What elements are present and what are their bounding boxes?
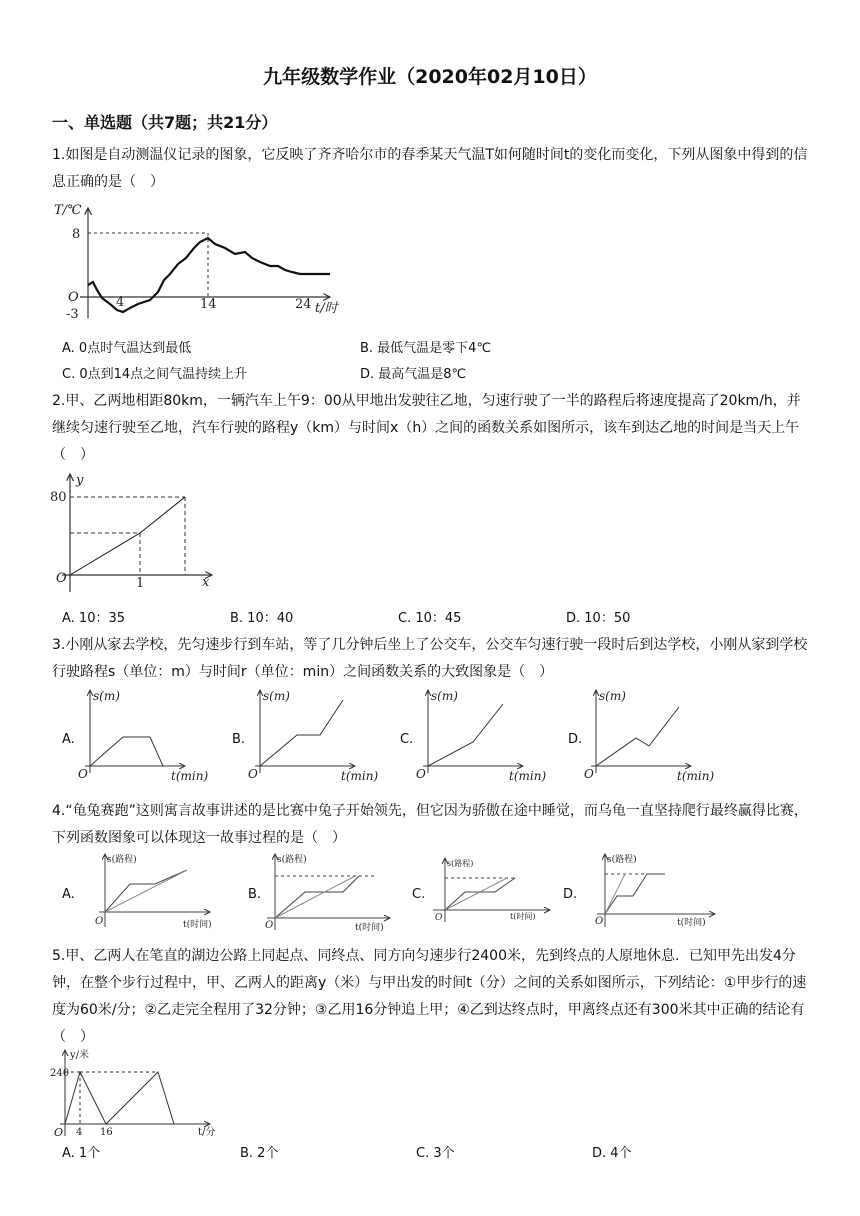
q5-distance-line (65, 1072, 174, 1124)
q1-origin: O (68, 290, 79, 305)
svg-text:s(路程): s(路程) (607, 855, 637, 865)
q4-graph-d (585, 852, 725, 932)
q2-option-d[interactable]: D. 10：50 (566, 611, 631, 626)
question-2-text: 2.甲、乙两地相距80km，一辆汽车上午9：00从甲地出发驶往乙地，匀速行驶了一半的路程后将速度提高了20km/h，并继续匀速行驶至乙地，汽车行驶的路程y（km）与时间x（h）之间的函数关系如图所示，该车到达乙地的时间是当天上午（ ） (52, 393, 801, 463)
svg-text:O: O (54, 1126, 64, 1139)
svg-text:s(m): s(m) (263, 689, 290, 703)
q3-option-d-label[interactable]: D. (568, 732, 583, 747)
svg-text:t(时间): t(时间) (677, 918, 706, 928)
svg-text:t(min): t(min) (509, 769, 547, 783)
q4-graph-b (255, 852, 395, 932)
q4-option-a-label[interactable]: A. (62, 887, 75, 902)
svg-text:s(路程): s(路程) (107, 855, 137, 865)
question-4-text: 4.“龟兔赛跑”这则寓言故事讲述的是比赛中兔子开始领先，但它因为骄傲在途中睡觉，而乌龟一直坚持爬行最终赢得比赛，下列函数图象可以体现这一故事过程的是（ ） (52, 803, 808, 846)
svg-text:O: O (248, 767, 258, 781)
svg-text:O: O (78, 767, 88, 781)
q1-x-label: t/时 (315, 301, 338, 316)
svg-text:O: O (595, 916, 604, 927)
q5-option-d[interactable]: D. 4个 (592, 1146, 632, 1161)
q1-x-tick-4: 4 (116, 295, 125, 310)
q5-option-b[interactable]: B. 2个 (240, 1146, 279, 1161)
svg-text:16: 16 (100, 1127, 113, 1138)
q4-graph-a (85, 852, 215, 932)
question-1-text: 1.如图是自动测温仪记录的图象，它反映了齐齐哈尔市的春季某天气温T如何随时间t的变化而变化，下列从图象中得到的信息正确的是（ ） (52, 147, 808, 190)
q4-option-d-label[interactable]: D. (563, 887, 578, 902)
q5-option-a[interactable]: A. 1个 (62, 1146, 101, 1161)
svg-text:s(m): s(m) (431, 689, 458, 703)
q1-x-tick-14: 14 (200, 297, 217, 312)
q2-origin: O (56, 571, 67, 586)
page-title: 九年级数学作业（2020年02月10日） (263, 66, 597, 88)
svg-text:t/分: t/分 (198, 1127, 216, 1138)
q2-distance-graph (50, 474, 220, 594)
svg-text:240: 240 (50, 1068, 70, 1079)
svg-text:4: 4 (76, 1127, 83, 1138)
q3-graph-a (75, 688, 215, 788)
svg-text:s(m): s(m) (599, 689, 626, 703)
q4-option-b-label[interactable]: B. (248, 887, 262, 902)
q1-option-c[interactable]: C. 0点到14点之间气温持续上升 (62, 367, 248, 382)
q2-y-label: y (76, 473, 84, 488)
svg-text:t(min): t(min) (341, 769, 379, 783)
question-3-text: 3.小刚从家去学校，先匀速步行到车站，等了几分钟后坐上了公交车，公交车匀速行驶一段时后到达学校，小刚从家到学校行驶路程s（单位：m）与时间r（单位：min）之间函数关系的大致图象是（ ） (52, 637, 808, 680)
svg-text:O: O (584, 767, 594, 781)
svg-text:s(路程): s(路程) (277, 855, 307, 865)
q1-option-a[interactable]: A. 0点时气温达到最低 (62, 341, 192, 356)
q5-distance-graph (50, 1048, 230, 1138)
svg-text:t(时间): t(时间) (183, 920, 212, 930)
svg-text:O: O (435, 913, 443, 923)
q3-option-a-label[interactable]: A. (62, 732, 75, 747)
q2-option-a[interactable]: A. 10：35 (62, 611, 126, 626)
q4-graph-c (425, 852, 555, 927)
q2-y-tick-80: 80 (50, 490, 67, 505)
svg-text:t(时间): t(时间) (355, 923, 384, 933)
q3-option-c-label[interactable]: C. (400, 732, 414, 747)
q2-distance-line (70, 497, 185, 575)
q1-y-label: T/℃ (54, 203, 82, 218)
q2-option-b[interactable]: B. 10：40 (230, 611, 294, 626)
q1-x-tick-24: 24 (295, 297, 312, 312)
svg-text:t(min): t(min) (677, 769, 715, 783)
q3-graph-c (413, 688, 553, 788)
q2-x-label: x (202, 575, 210, 590)
q3-graph-d (581, 688, 721, 788)
q5-option-c[interactable]: C. 3个 (416, 1146, 455, 1161)
q2-x-tick-1: 1 (136, 576, 145, 591)
svg-text:O: O (95, 916, 104, 927)
question-5-text: 5.甲、乙两人在笔直的湖边公路上同起点、同终点、同方向匀速步行2400米，先到终点的人原地休息．已知甲先出发4分钟，在整个步行过程中，甲、乙两人的距离y（米）与甲出发的时间t（分）之间的关系如图所示，下列结论：①甲步行的速度为60米/分；②乙走完全程用了32分钟；③乙用16分钟追上甲；④乙到达终点时，甲离终点还有300米其中正确的结论有（ ） (52, 948, 807, 1045)
svg-text:y/米: y/米 (70, 1050, 90, 1061)
q1-temperature-graph (54, 200, 360, 322)
svg-text:s(m): s(m) (93, 689, 120, 703)
q2-option-c[interactable]: C. 10：45 (398, 611, 462, 626)
q1-y-tick-8: 8 (72, 227, 81, 242)
q1-option-d[interactable]: D. 最高气温是8℃ (360, 367, 467, 382)
q1-y-tick-neg3: -3 (66, 307, 79, 322)
svg-text:O: O (265, 920, 274, 931)
q1-option-b[interactable]: B. 最低气温是零下4℃ (360, 341, 492, 356)
svg-text:s(路程): s(路程) (447, 859, 474, 868)
q3-graph-b (245, 688, 385, 788)
q3-option-b-label[interactable]: B. (232, 732, 246, 747)
section-title: 一、单选题（共7题；共21分） (52, 113, 278, 132)
svg-text:t(min): t(min) (171, 769, 209, 783)
q4-option-c-label[interactable]: C. (412, 887, 426, 902)
svg-text:t(时间): t(时间) (510, 912, 536, 921)
svg-text:O: O (416, 767, 426, 781)
